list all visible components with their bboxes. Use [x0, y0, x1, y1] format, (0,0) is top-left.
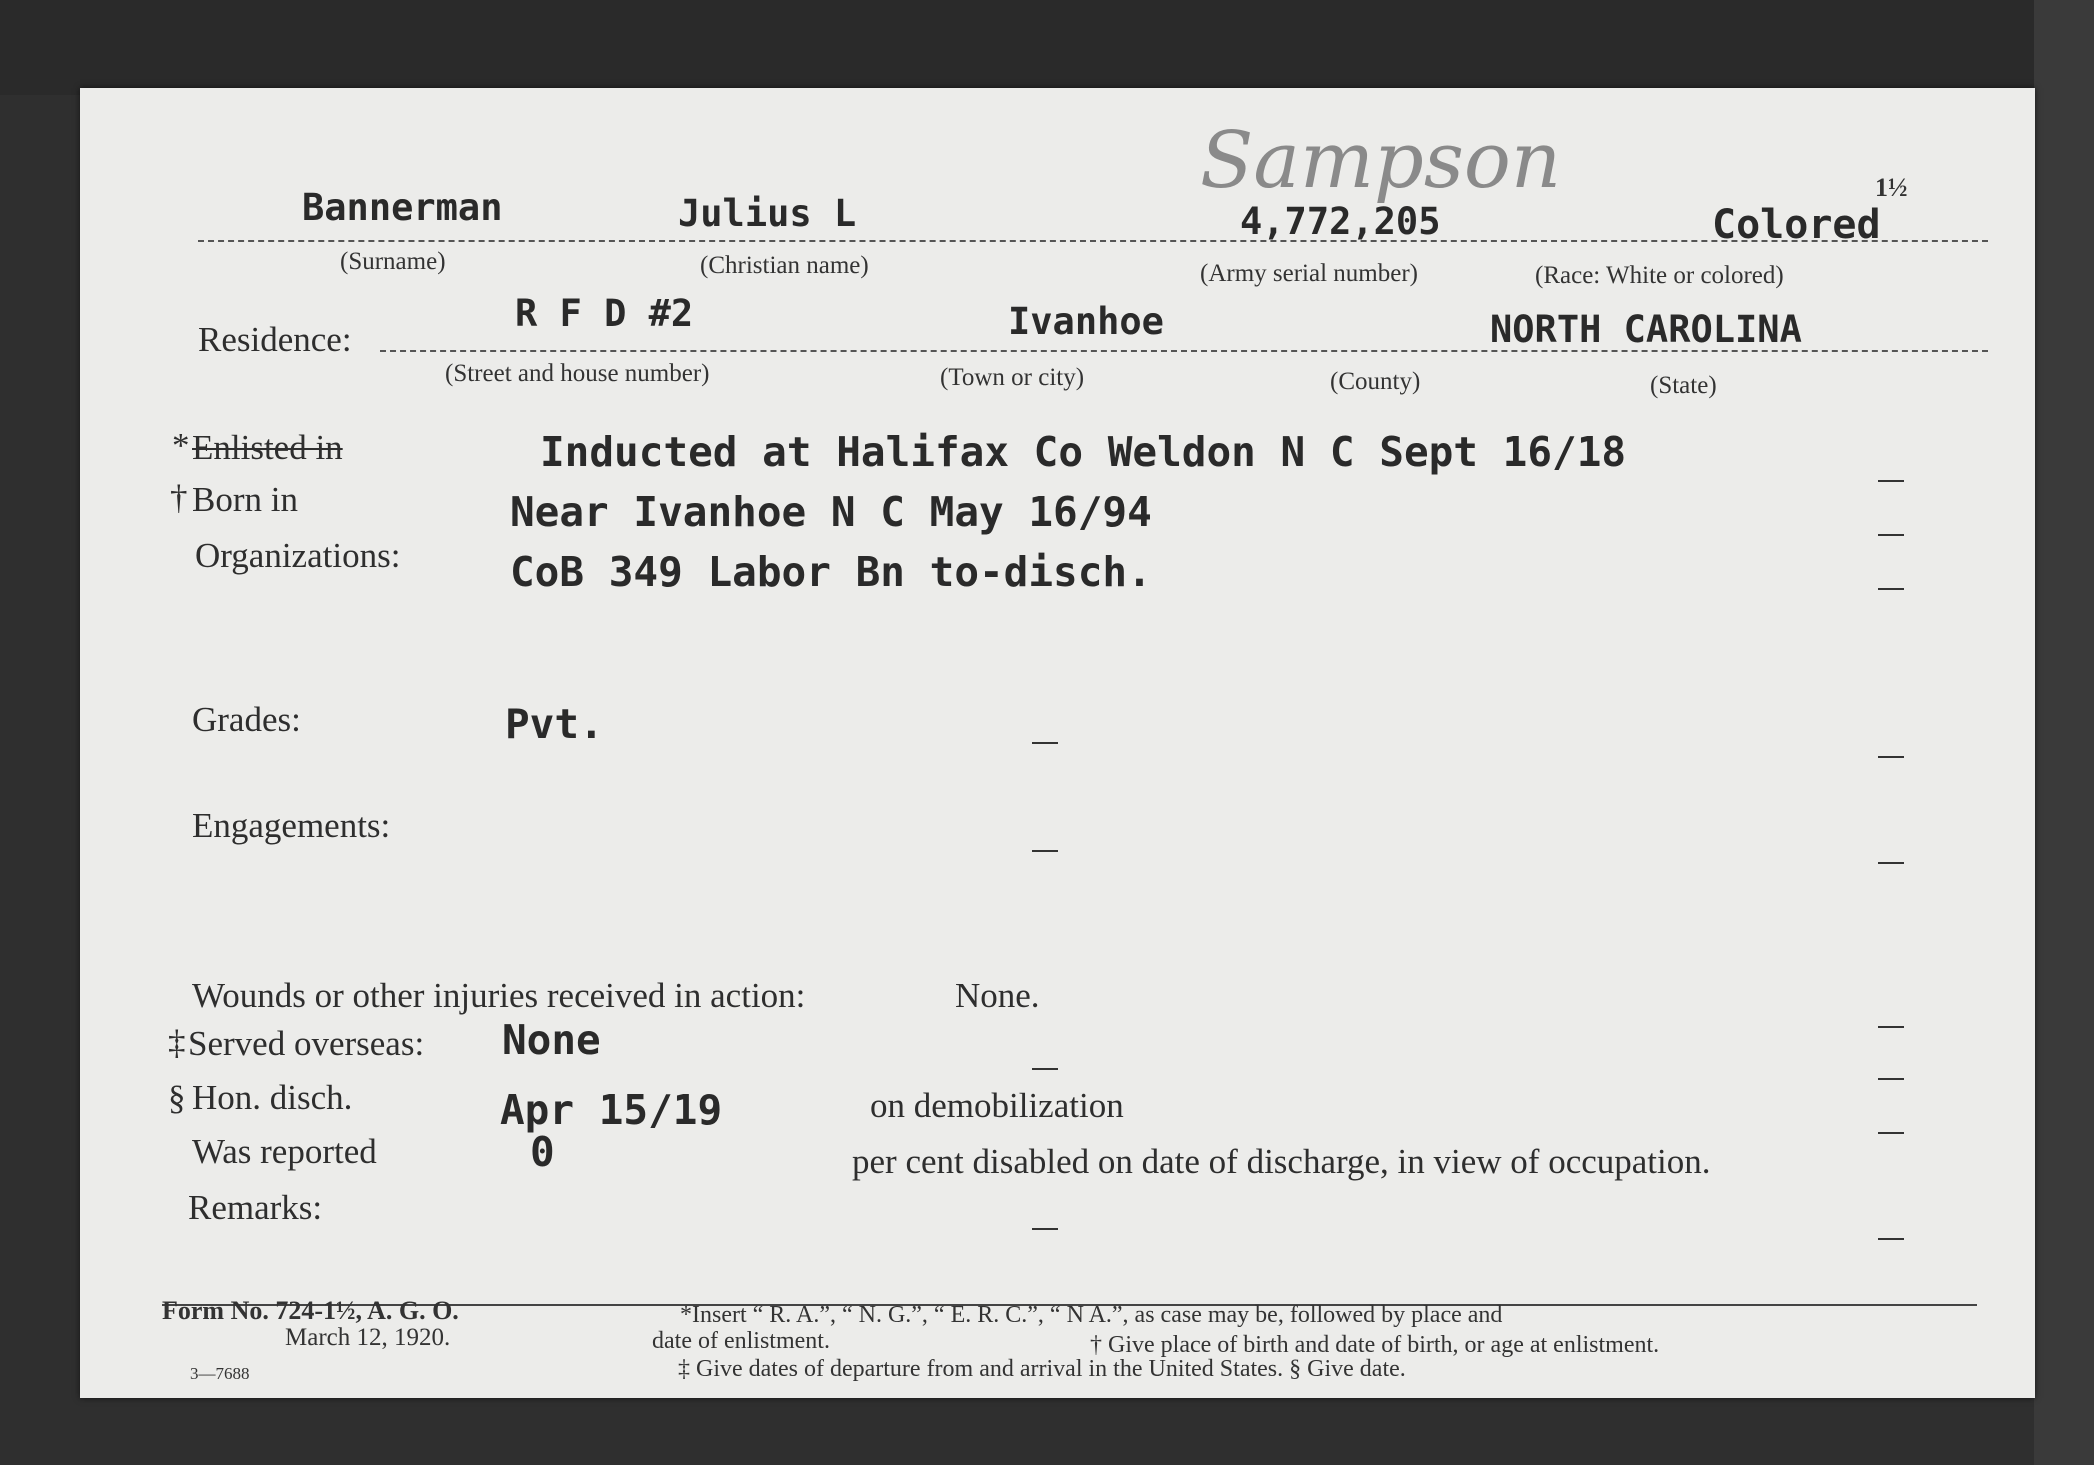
born-value: Near Ivanhoe N C May 16/94	[510, 488, 1152, 536]
margin-tick	[1032, 1068, 1058, 1070]
organizations-label: Organizations:	[195, 536, 401, 575]
christian-name-caption: (Christian name)	[700, 252, 869, 279]
scan-background-right	[2034, 0, 2094, 1465]
grades-label: Grades:	[192, 700, 301, 739]
town-value: Ivanhoe	[1008, 300, 1164, 343]
margin-tick	[1032, 742, 1058, 744]
margin-tick	[1878, 534, 1904, 536]
reported-label: Was reported	[192, 1132, 377, 1171]
race-value: Colored	[1712, 202, 1881, 248]
form-date: March 12, 1920.	[285, 1324, 451, 1351]
name-line	[198, 240, 1988, 242]
margin-tick	[1878, 480, 1904, 482]
enlisted-mark: *	[172, 426, 190, 465]
footnote-birth: † Give place of birth and date of birth, or age at enlistment.	[1090, 1332, 1660, 1358]
inducted-value: Inducted at Halifax Co Weldon N C Sept 16/18	[540, 428, 1627, 476]
surname-value: Bannerman	[302, 186, 503, 229]
engagements-label: Engagements:	[192, 806, 391, 845]
margin-tick	[1032, 850, 1058, 852]
overseas-value: None	[502, 1016, 601, 1064]
overseas-label: Served overseas:	[188, 1024, 425, 1063]
street-caption: (Street and house number)	[445, 360, 710, 387]
surname-caption: (Surname)	[340, 248, 446, 275]
grades-value: Pvt.	[505, 700, 604, 748]
margin-tick	[1878, 588, 1904, 590]
scan-background-top	[0, 0, 2094, 95]
reported-value: 0	[530, 1128, 555, 1176]
form-number: Form No. 724-1½, A. G. O.	[162, 1296, 459, 1325]
wounds-label: Wounds or other injuries received in action:	[192, 976, 806, 1015]
enlisted-label: Enlisted in	[192, 428, 343, 467]
street-value: R F D #2	[515, 292, 694, 335]
margin-tick	[1878, 1078, 1904, 1080]
margin-tick	[1878, 1238, 1904, 1240]
hon-disch-label: Hon. disch.	[192, 1078, 353, 1117]
hon-disch-mark: §	[168, 1078, 186, 1117]
margin-tick	[1878, 1132, 1904, 1134]
footnote-enlistment: date of enlistment.	[652, 1328, 830, 1354]
form-code: 3—7688	[190, 1364, 250, 1383]
organizations-value: CoB 349 Labor Bn to-disch.	[510, 548, 1152, 596]
christian-name-value: Julius L	[678, 192, 857, 235]
state-caption: (State)	[1650, 372, 1717, 399]
race-caption: (Race: White or colored)	[1535, 262, 1784, 289]
footnote-overseas: ‡ Give dates of departure from and arrival in the United States. § Give date.	[678, 1356, 1406, 1382]
serial-number-value: 4,772,205	[1240, 200, 1441, 243]
wounds-value: None.	[955, 976, 1040, 1015]
margin-tick	[1878, 1026, 1904, 1028]
hon-disch-value: Apr 15/19	[500, 1086, 723, 1134]
town-caption: (Town or city)	[940, 364, 1085, 391]
residence-line	[380, 350, 1988, 352]
remarks-label: Remarks:	[188, 1188, 323, 1227]
residence-label: Residence:	[198, 320, 352, 359]
handwritten-county: Sampson	[1200, 116, 1562, 206]
overseas-mark: ‡	[168, 1023, 186, 1062]
born-mark: †	[170, 478, 188, 517]
footnote-insert: *Insert “ R. A.”, “ N. G.”, “ E. R. C.”, “ N A.”, as case may be, followed by place and	[680, 1302, 1503, 1328]
demobilization-text: on demobilization	[870, 1086, 1124, 1125]
disabled-text: per cent disabled on date of discharge, in view of occupation.	[852, 1142, 1711, 1181]
serial-number-caption: (Army serial number)	[1200, 260, 1418, 287]
service-record-card	[80, 88, 2035, 1398]
margin-tick	[1878, 756, 1904, 758]
county-caption: (County)	[1330, 368, 1421, 395]
fraction-mark: 1½	[1875, 173, 1908, 202]
state-value: NORTH CAROLINA	[1490, 308, 1802, 351]
margin-tick	[1878, 862, 1904, 864]
margin-tick	[1032, 1228, 1058, 1230]
born-label: Born in	[192, 480, 298, 519]
